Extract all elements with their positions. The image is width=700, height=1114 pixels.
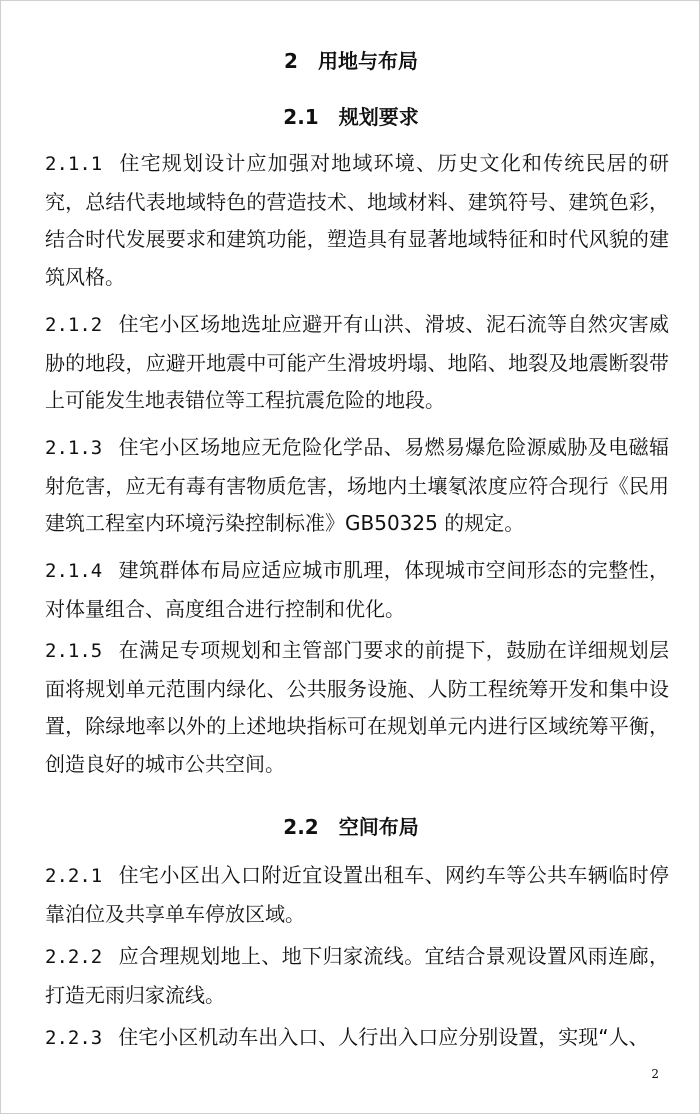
section-title-2-1: 2.1 规划要求 [283, 105, 419, 129]
clause-2-1-5 [45, 632, 669, 783]
section-title-2-2: 2.2 空间布局 [283, 815, 419, 839]
clause-number: 2.1.1 [45, 153, 103, 175]
clause-text: 住宅小区场地应无危险化学品、易燃易爆危险源威胁及电磁辐射危害，应无有毒有害物质危害，场地内土壤氡浓度应符合现行《民用建筑工程室内环境污染控制标准》GB50325 的规定。 [45, 435, 669, 535]
clause-2-1-3 [45, 429, 669, 543]
clause-text: 应合理规划地上、地下归家流线。宜结合景观设置风雨连廊，打造无雨归家流线。 [45, 944, 669, 1007]
clause-2-1-4 [45, 552, 669, 628]
clause-number: 2.1.2 [45, 314, 103, 336]
clause-text: 住宅小区出入口附近宜设置出租车、网约车等公共车辆临时停靠泊位及共享单车停放区域。 [45, 863, 669, 926]
clause-text: 住宅小区机动车出入口、人行出入口应分别设置，实现“人、 [118, 1025, 649, 1049]
clause-text: 在满足专项规划和主管部门要求的前提下，鼓励在详细规划层面将规划单元范围内绿化、公共服务设施、人防工程统筹开发和集中设置，除绿地率以外的上述地块指标可在规划单元内进行区域统筹平衡，创造良好的城市公共空间。 [45, 638, 669, 776]
clause-2-1-2 [45, 306, 669, 420]
chapter-title: 2 用地与布局 [284, 49, 418, 73]
clause-number: 2.2.3 [45, 1027, 103, 1049]
clause-number: 2.1.3 [45, 437, 103, 459]
clause-number: 2.2.2 [45, 946, 103, 968]
clause-2-1-1 [45, 145, 669, 296]
clause-number: 2.2.1 [45, 865, 103, 887]
clause-2-2-3 [45, 1019, 669, 1058]
clause-number: 2.1.4 [45, 560, 103, 582]
clause-text: 住宅规划设计应加强对地域环境、历史文化和传统民居的研究，总结代表地域特色的营造技术、地域材料、建筑符号、建筑色彩，结合时代发展要求和建筑功能，塑造具有显著地域特征和时代风貌的建筑风格。 [45, 151, 669, 289]
clause-2-2-2 [45, 938, 669, 1014]
page-number: 2 [651, 1067, 659, 1081]
clause-text: 住宅小区场地选址应避开有山洪、滑坡、泥石流等自然灾害威胁的地段，应避开地震中可能产生滑坡坍塌、地陷、地裂及地震断裂带上可能发生地表错位等工程抗震危险的地段。 [45, 312, 669, 412]
clause-number: 2.1.5 [45, 640, 103, 662]
clause-text: 建筑群体布局应适应城市肌理，体现城市空间形态的完整性，对体量组合、高度组合进行控制和优化。 [45, 558, 669, 621]
clause-2-2-1 [45, 857, 669, 933]
